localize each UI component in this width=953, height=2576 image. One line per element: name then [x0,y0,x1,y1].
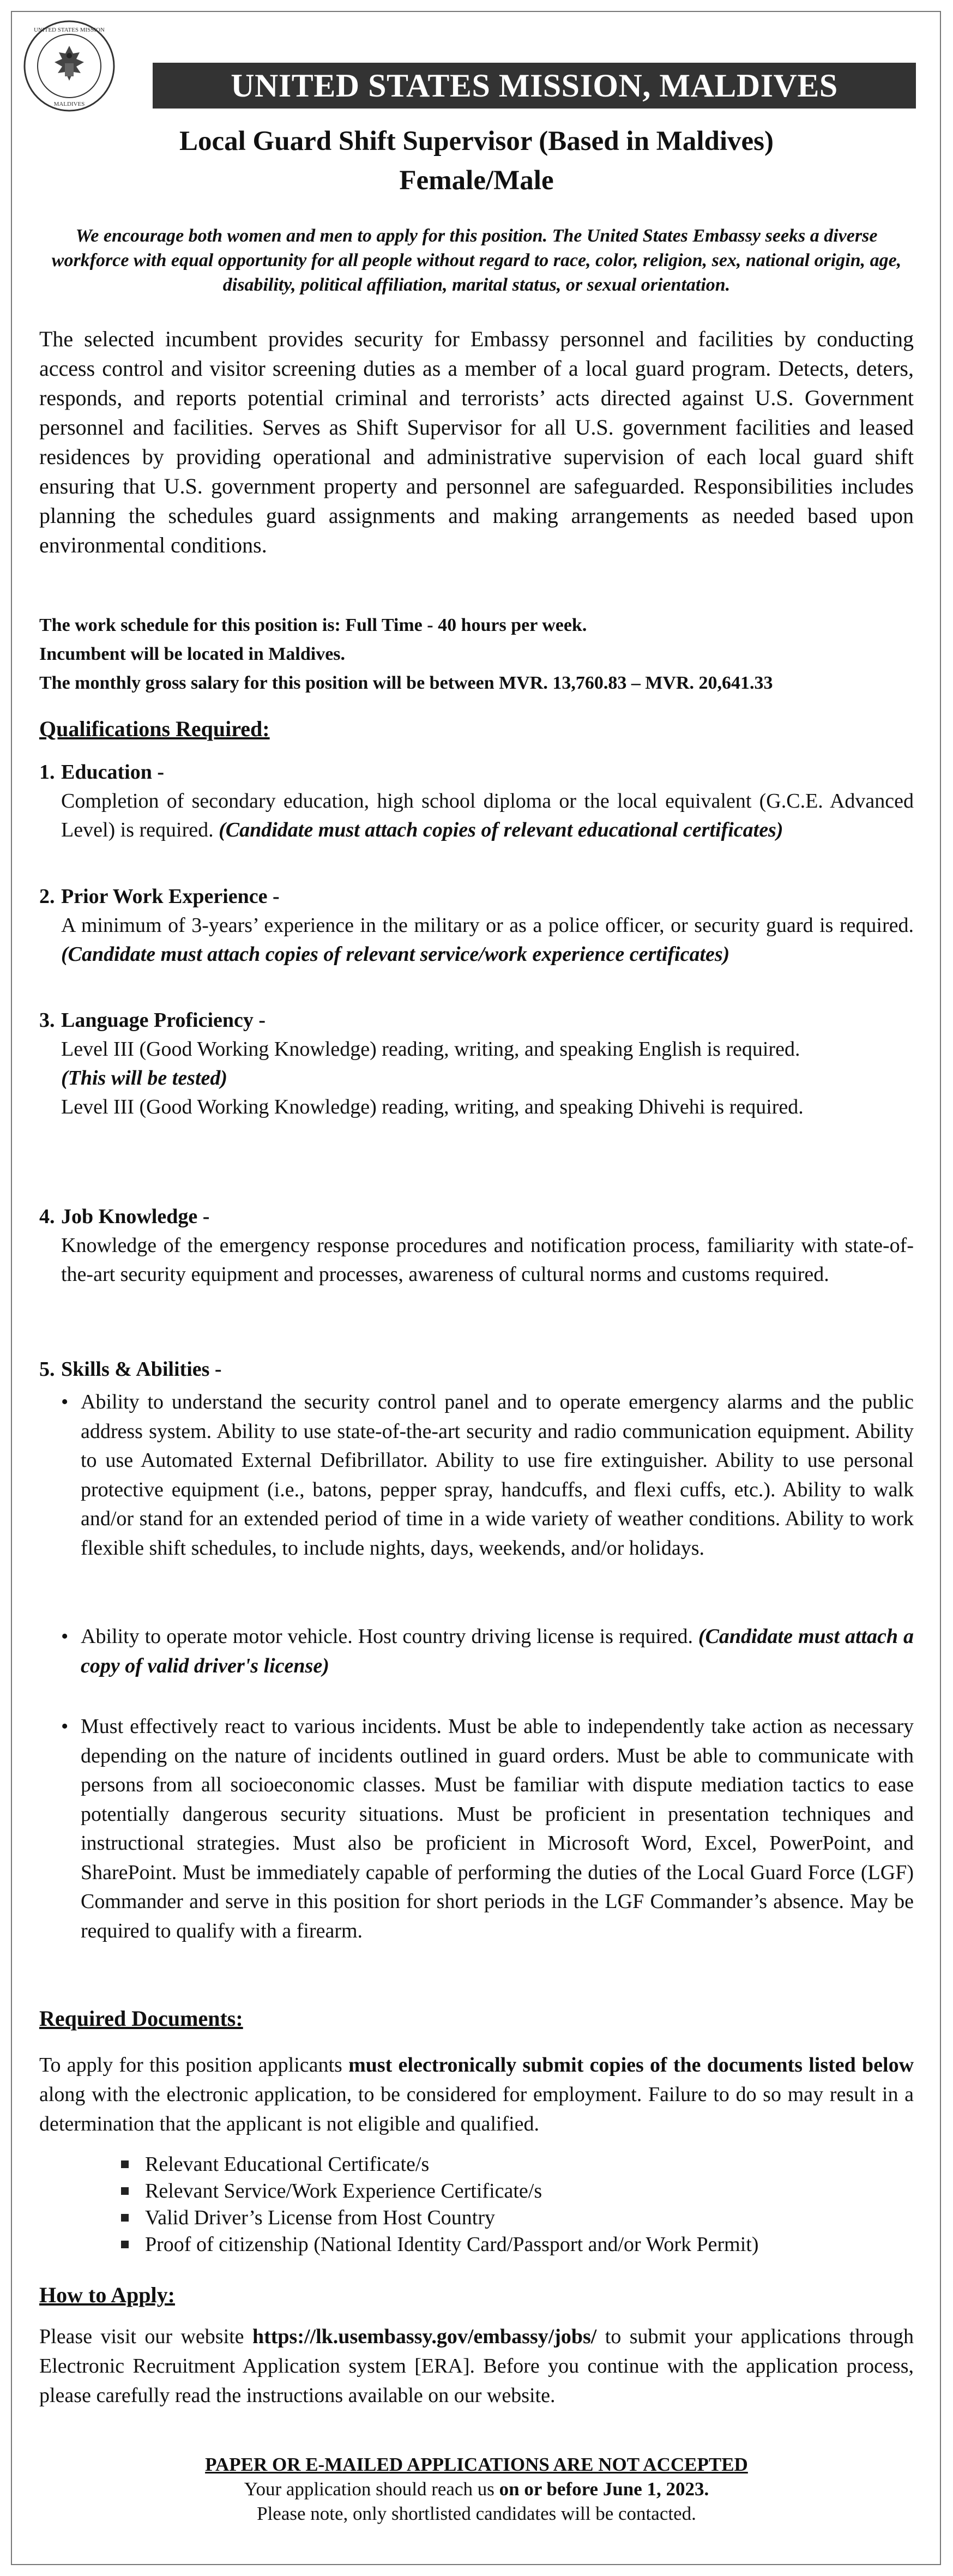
skills-bullet: • Ability to operate motor vehicle. Host country driving license is required. (Candidate must attach a copy of valid driver's license) [61,1622,914,1681]
job-title: Local Guard Shift Supervisor (Based in Maldives) [179,126,774,157]
qualification-language: 3. Language Proficiency - Level III (Good Working Knowledge) reading, writing, and speaking English is required. (This will be tested) Level III (Good Working Knowledge) reading, writing, and speaking Dhivehi is required. [39,1009,804,1118]
required-documents-text: To apply for this position applicants must electronically submit copies of the documents listed below along with the electronic application, to be considered for employment. Failure to do so may result in a determination that the applicant is not eligible and qualified. [39,2054,914,2135]
job-gender: Female/Male [399,165,554,196]
shortlist-notice: Please note, only shortlisted candidates will be contacted. [257,2503,696,2524]
qualification-job-knowledge: 4. Job Knowledge - Knowledge of the emergency response procedures and notification process, familiarity with state-of-the-art security equipment and processes, awareness of cultural norms and customs required. [39,1205,914,1286]
how-to-apply-text: Please visit our website https://lk.usembassy.gov/embassy/jobs/ to submit your applications through Electronic Recruitment Application system [ERA]. Before you continue with the application process, please carefully read the instructions available on our website. [39,2325,914,2407]
bullet-icon: • [61,1391,69,1413]
list-item: Valid Driver’s License from Host Country [121,2205,884,2231]
qualification-experience: 2. Prior Work Experience - A minimum of 3-years’ experience in the military or as a police officer, or security guard is required. (Candidate must attach copies of relevant service/work experience certificates) [39,885,914,966]
eeo-statement: We encourage both women and men to apply for this position. The United States Embassy seeks a diverse workforce with equal opportunity for all people without regard to race, color, religion, sex, national origin, age, disability, political affiliation, marital status, or sexual orientation. [51,226,902,295]
jobs-website-link[interactable]: https://lk.usembassy.gov/embassy/jobs/ [252,2325,597,2348]
how-to-apply-heading: How to Apply: [39,2283,175,2307]
no-paper-notice: PAPER OR E-MAILED APPLICATIONS ARE NOT ACCEPTED [205,2454,748,2475]
deadline-notice: Your application should reach us on or before June 1, 2023. [244,2478,709,2500]
bullet-icon: • [61,1625,69,1648]
skills-bullet: • Ability to understand the security control panel and to operate emergency alarms and the public address system. Ability to use state-of-the-art security and radio communication equipment. Ability to use Automated External Defibrillator. Ability to use fire extinguisher. Ability to use personal protective equipment (i.e., batons, pepper spray, handcuffs, and flexi cuffs, etc.). Ability to walk and/or stand for an extended period of time in a wide variety of weather conditions. Ability to work flexible shift schedules, to include nights, days, weekends, and/or holidays. [61,1388,914,1563]
skills-bullet: • Must effectively react to various incidents. Must be able to independently take action as necessary depending on the nature of incidents outlined in guard orders. Must be able to communicate with persons from all socioeconomic classes. Must be familiar with dispute mediation tactics to ease potentially dangerous security situations. Must be proficient in presentation techniques and instructional strategies. Must also be proficient in Microsoft Word, Excel, PowerPoint, and SharePoint. Must be immediately capable of performing the duties of the Local Guard Force (LGF) Commander and serve in this position for short periods in the LGF Commander’s absence. May be required to qualify with a firearm. [61,1712,914,1946]
schedule-block [39,611,914,697]
work-schedule: The work schedule for this position is: Full Time - 40 hours per week. [39,615,587,635]
salary-range: The monthly gross salary for this position will be between MVR. 13,760.83 – MVR. 20,641.33 [39,673,773,693]
svg-text:MALDIVES: MALDIVES [53,101,85,107]
list-item: Proof of citizenship (National Identity Card/Passport and/or Work Permit) [121,2231,884,2258]
embassy-seal-logo [23,20,116,112]
qualification-education: 1. Education - Completion of secondary education, high school diploma or the local equivalent (G.C.E. Advanced Level) is required. (Candidate must attach copies of relevant educational certificates) [39,761,914,841]
list-item: Relevant Educational Certificate/s [121,2151,884,2178]
required-documents-list [121,2151,884,2258]
qualifications-heading: Qualifications Required: [39,717,270,741]
list-item: Relevant Service/Work Experience Certificate/s [121,2178,884,2205]
position-description: The selected incumbent provides security for Embassy personnel and facilities by conducting access control and visitor screening duties as a member of a local guard program. Detects, deters, responds, and reports potential criminal and terrorists’ acts directed against U.S. Government personnel and facilities. Serves as Shift Supervisor for all U.S. government facilities and leased residences by providing operational and administrative supervision of each local guard shift ensuring that U.S. government property and personnel are safeguarded. Responsibilities includes planning the schedules guard assignments and making arrangements as needed based upon environmental conditions. [39,327,914,557]
mission-banner: UNITED STATES MISSION, MALDIVES [153,63,916,109]
required-documents-heading: Required Documents: [39,2006,243,2031]
work-location: Incumbent will be located in Maldives. [39,644,346,664]
qualification-skills: 5. Skills & Abilities - [39,1358,222,1381]
bullet-icon: • [61,1715,69,1738]
svg-text:UNITED STATES MISSION: UNITED STATES MISSION [34,27,105,33]
